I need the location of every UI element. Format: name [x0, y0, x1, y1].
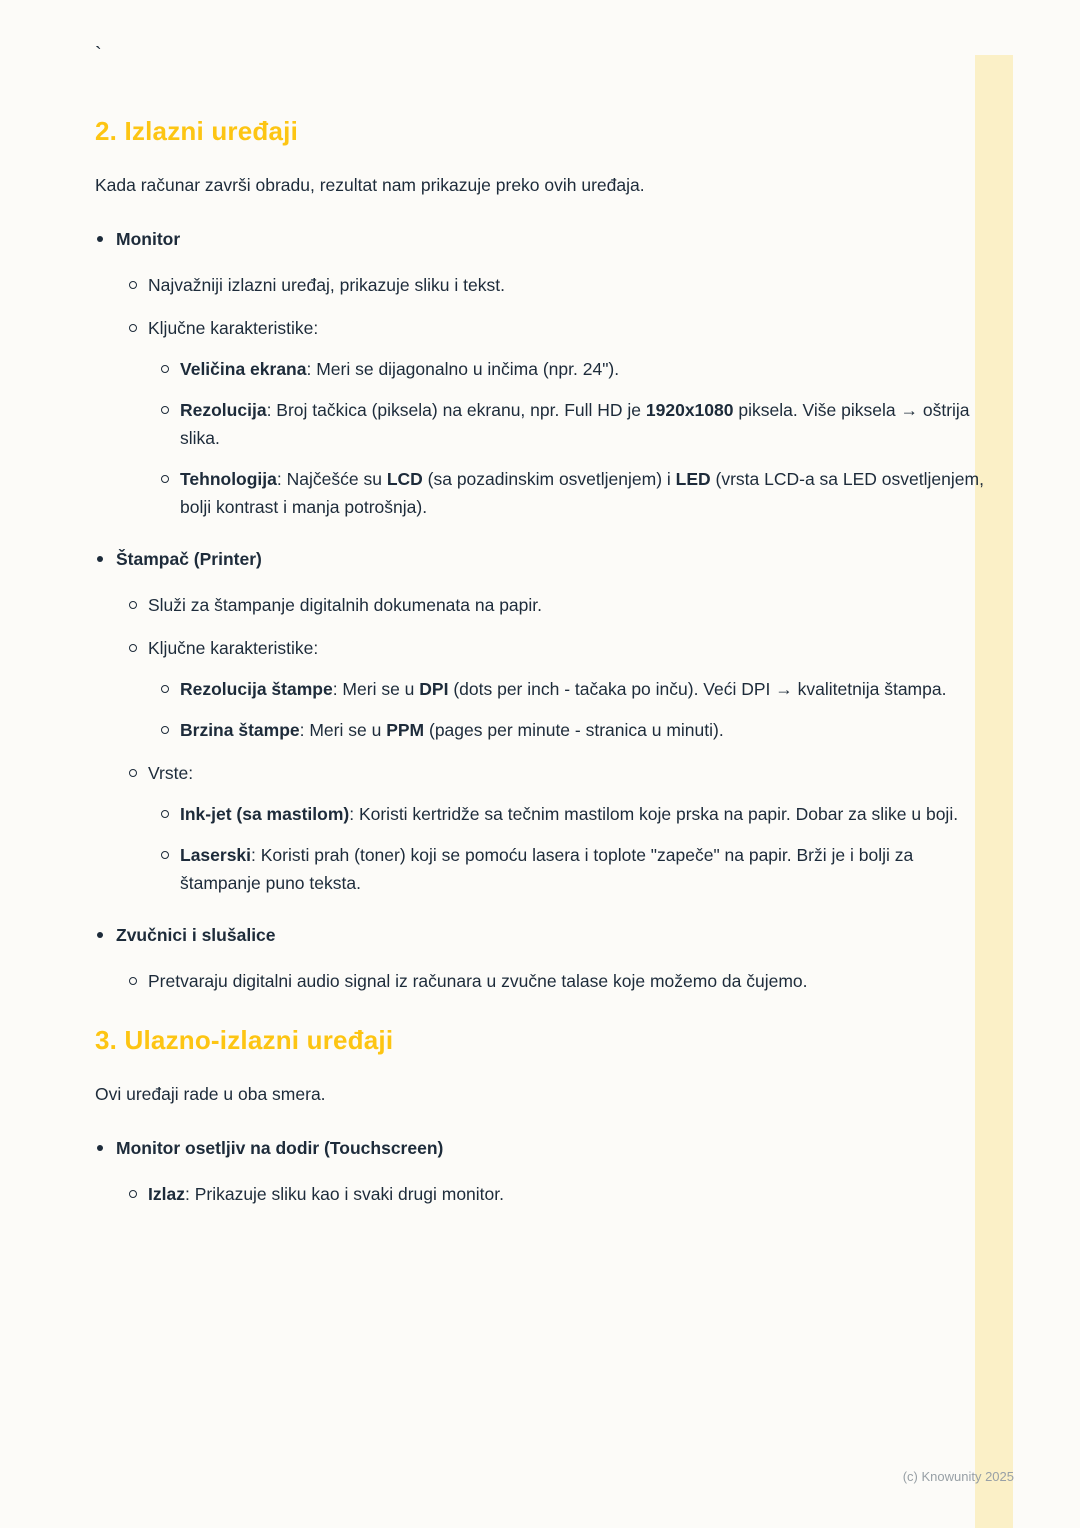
list-item [159, 716, 994, 744]
text-segment: Služi za štampanje digitalnih dokumenata na papir. [148, 595, 542, 615]
list-item-row [159, 800, 994, 828]
text-segment: (vrsta LCD-a sa LED osvetljenjem, bolji kontrast i manja potrošnja). [180, 469, 984, 517]
text-segment: : Najčešće su [276, 469, 387, 489]
text-segment: : Meri se u [299, 720, 387, 740]
bullet-circle-icon [127, 314, 148, 342]
bullet-circle-icon [159, 675, 180, 703]
list-item-text [180, 396, 994, 452]
list-item-text [148, 1180, 962, 1208]
bullet-circle-icon [127, 271, 148, 299]
document-section [95, 1025, 930, 1208]
list-item [159, 841, 994, 897]
text-segment: : Prikazuje sliku kao i svaki drugi monitor. [184, 1184, 504, 1204]
bold-text-segment: Zvučnici i slušalice [116, 925, 276, 945]
list-item-text [148, 967, 962, 995]
text-segment: Najvažniji izlazni uređaj, prikazuje sliku i tekst. [148, 275, 505, 295]
bullet-list-level-2 [127, 271, 984, 521]
bullet-disc-icon [95, 921, 116, 949]
list-item-row [127, 1180, 962, 1208]
bold-text-segment: Ink-jet (sa mastilom) [180, 804, 350, 824]
text-segment: Ključne karakteristike: [148, 318, 319, 338]
list-item-row [95, 1134, 930, 1162]
text-segment: piksela. Više piksela → oštrija slika. [180, 400, 970, 448]
bullet-disc-icon [95, 545, 116, 573]
list-item [127, 759, 962, 897]
list-item-row [127, 967, 962, 995]
bullet-circle-icon [127, 634, 148, 662]
text-segment: Pretvaraju digitalni audio signal iz računara u zvučne talase koje možemo da čujemo. [148, 971, 808, 991]
list-item [159, 800, 994, 828]
bullet-disc-icon [95, 1134, 116, 1162]
bullet-circle-icon [159, 396, 180, 424]
bullet-circle-icon [127, 759, 148, 787]
list-item-text [116, 921, 930, 949]
list-item [127, 634, 962, 744]
text-segment: (sa pozadinskim osvetljenjem) i [422, 469, 676, 489]
list-item [127, 1180, 962, 1208]
list-item-row [127, 271, 962, 299]
list-item-row [159, 675, 994, 703]
text-segment: (pages per minute - stranica u minuti). [424, 720, 724, 740]
list-item-text [180, 465, 994, 521]
list-item [95, 225, 984, 521]
text-segment: : Koristi kertridže sa tečnim mastilom koje prska na papir. Dobar za slike u boji. [349, 804, 959, 824]
bullet-circle-icon [159, 465, 180, 493]
list-item [159, 396, 994, 452]
list-item-row [95, 225, 930, 253]
bold-text-segment: Monitor osetljiv na dodir (Touchscreen) [116, 1138, 444, 1158]
bold-text-segment: Štampač (Printer) [116, 549, 262, 569]
bullet-circle-icon [159, 716, 180, 744]
accent-stripe [975, 55, 1013, 1528]
list-item-text [148, 634, 962, 662]
bullet-list-level-3 [159, 800, 994, 897]
list-item [159, 675, 994, 703]
list-item [159, 465, 994, 521]
bold-text-segment: Veličina ekrana [180, 359, 307, 379]
list-item [95, 1134, 930, 1208]
list-item-text [180, 800, 994, 828]
bold-text-segment: 1920x1080 [645, 400, 734, 420]
text-segment: : Meri se u [332, 679, 420, 699]
list-item [95, 545, 959, 897]
document-section [95, 116, 984, 995]
text-segment: : Broj tačkica (piksela) na ekranu, npr. Full HD je [266, 400, 646, 420]
list-item-text [180, 675, 994, 703]
bold-text-segment: Izlaz [148, 1184, 185, 1204]
list-item-row [159, 355, 994, 383]
list-item [127, 967, 962, 995]
section-intro: Ovi uređaji rade u oba smera. [95, 1084, 326, 1104]
bold-text-segment: PPM [386, 720, 425, 740]
list-item-text [180, 716, 994, 744]
list-item-text [148, 314, 962, 342]
list-item [127, 591, 962, 619]
text-segment: : Meri se dijagonalno u inčima (npr. 24"). [306, 359, 620, 379]
bold-text-segment: Laserski [180, 845, 252, 865]
text-segment: : Koristi prah (toner) koji se pomoću lasera i toplote "zapeče" na papir. Brži je i bolji za štampanje puno teksta. [180, 845, 914, 893]
bullet-circle-icon [127, 591, 148, 619]
bullet-list-level-3 [159, 675, 994, 744]
list-item-text [116, 1134, 930, 1162]
section-intro: Kada računar završi obradu, rezultat nam prikazuje preko ovih uređaja. [95, 175, 645, 195]
bold-text-segment: LCD [386, 469, 423, 489]
bullet-circle-icon [127, 1180, 148, 1208]
bullet-list-level-2 [127, 967, 962, 995]
list-item-row [159, 716, 994, 744]
text-segment: Vrste: [148, 763, 194, 783]
bold-text-segment: Rezolucija štampe [180, 679, 333, 699]
list-item-text [116, 545, 930, 573]
list-item-row [159, 841, 994, 897]
list-item-text [148, 759, 962, 787]
text-segment: Ključne karakteristike: [148, 638, 319, 658]
list-item [159, 355, 994, 383]
bold-text-segment: Tehnologija [180, 469, 277, 489]
watermark: (c) Knowunity 2025 [902, 1469, 1014, 1484]
bullet-circle-icon [159, 800, 180, 828]
list-item-row [95, 921, 930, 949]
list-item-text [148, 271, 962, 299]
list-item-row [127, 634, 962, 662]
bold-text-segment: LED [675, 469, 711, 489]
bullet-circle-icon [127, 967, 148, 995]
list-item-text [116, 225, 930, 253]
list-item-row [95, 545, 930, 573]
bold-text-segment: Rezolucija [180, 400, 267, 420]
bullet-circle-icon [159, 841, 180, 869]
bullet-list-level-2 [127, 591, 962, 897]
section-heading: 2. Izlazni uređaji [95, 116, 298, 146]
bullet-list-level-1 [95, 225, 984, 995]
list-item [127, 314, 984, 521]
list-item [127, 271, 962, 299]
stray-backtick-mark: ` [95, 44, 102, 66]
list-item-row [159, 396, 994, 452]
section-heading: 3. Ulazno-izlazni uređaji [95, 1025, 394, 1055]
text-segment: (dots per inch - tačaka po inču). Veći DPI → kvalitetnija štampa. [448, 679, 947, 699]
list-item-row [127, 759, 962, 787]
bold-text-segment: Brzina štampe [180, 720, 300, 740]
bullet-list-level-3 [159, 355, 994, 521]
bullet-list-level-1 [95, 1134, 930, 1208]
bullet-disc-icon [95, 225, 116, 253]
document-content [95, 116, 984, 1232]
list-item-text [148, 591, 962, 619]
list-item-row [159, 465, 994, 521]
bullet-list-level-2 [127, 1180, 962, 1208]
list-item [95, 921, 930, 995]
list-item-text [180, 841, 994, 897]
bold-text-segment: DPI [419, 679, 449, 699]
bold-text-segment: Monitor [116, 229, 181, 249]
bullet-circle-icon [159, 355, 180, 383]
list-item-row [127, 591, 962, 619]
list-item-row [127, 314, 962, 342]
list-item-text [180, 355, 994, 383]
